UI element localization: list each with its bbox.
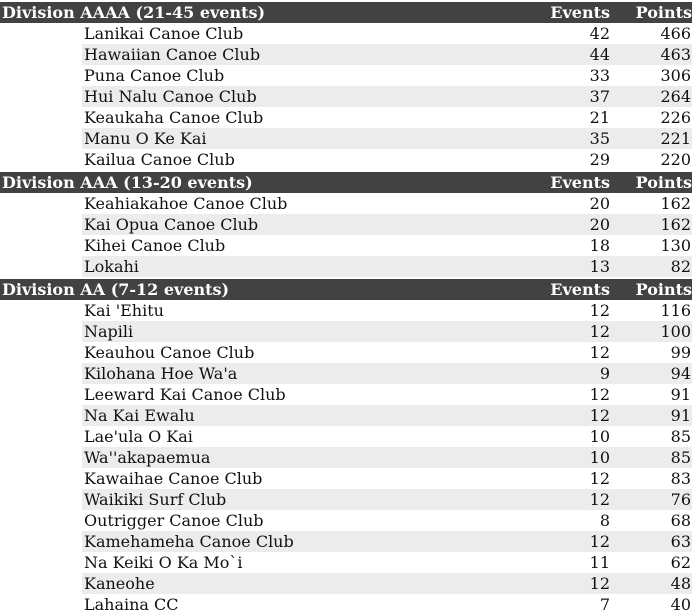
table-row xyxy=(0,384,692,405)
events-count: 44 xyxy=(520,44,610,65)
table-row xyxy=(0,214,692,235)
row-indent xyxy=(0,23,82,44)
points-column-header: Points xyxy=(610,278,692,300)
row-indent xyxy=(0,65,82,86)
row-indent xyxy=(0,384,82,405)
club-name: Lanikai Canoe Club xyxy=(84,24,244,43)
row-indent xyxy=(0,489,82,510)
row-indent xyxy=(0,468,82,489)
division-title: Division AAAA (21-45 events) xyxy=(0,1,520,23)
points-column-header: Points xyxy=(610,171,692,193)
club-name: Hawaiian Canoe Club xyxy=(82,44,520,65)
points-total: 91 xyxy=(670,385,691,404)
events-count: 29 xyxy=(589,150,610,169)
club-name: Na Keiki O Ka Mo`i xyxy=(84,553,243,572)
events-count: 10 xyxy=(589,427,610,446)
table-row xyxy=(0,321,692,342)
club-name: Napili xyxy=(82,321,520,342)
division-header xyxy=(0,171,692,193)
club-name: Manu O Ke Kai xyxy=(82,128,520,149)
events-column-header: Events xyxy=(520,171,610,193)
club-name: Lae'ula O Kai xyxy=(84,427,193,446)
club-name: Kilohana Hoe Wa'a xyxy=(82,363,520,384)
table-row xyxy=(0,510,692,531)
points-total: 221 xyxy=(610,128,692,149)
table-row xyxy=(0,426,692,447)
club-name: Kai 'Ehitu xyxy=(84,301,164,320)
events-count: 18 xyxy=(589,236,610,255)
events-count: 35 xyxy=(520,128,610,149)
events-count: 20 xyxy=(520,214,610,235)
row-indent xyxy=(0,510,82,531)
events-count: 7 xyxy=(599,595,610,614)
points-total: 83 xyxy=(670,469,691,488)
row-indent xyxy=(0,342,82,363)
events-count: 12 xyxy=(520,531,610,552)
table-row xyxy=(0,363,692,384)
row-indent xyxy=(0,193,82,214)
club-name: Kaneohe xyxy=(82,573,520,594)
table-row xyxy=(0,468,692,489)
division-title: Division AAA (13-20 events) xyxy=(0,171,520,193)
club-name: Wa''akapaemua xyxy=(82,447,520,468)
club-name: Kai Opua Canoe Club xyxy=(82,214,520,235)
row-indent xyxy=(0,300,82,321)
events-count: 10 xyxy=(520,447,610,468)
table-row xyxy=(0,552,692,573)
row-indent xyxy=(0,363,82,384)
row-indent xyxy=(0,426,82,447)
row-indent xyxy=(0,321,82,342)
events-count: 33 xyxy=(589,66,610,85)
table-row xyxy=(0,447,692,468)
table-row xyxy=(0,594,692,615)
points-total: 264 xyxy=(610,86,692,107)
club-name: Na Kai Ewalu xyxy=(82,405,520,426)
events-count: 11 xyxy=(589,553,610,572)
row-indent xyxy=(0,86,82,107)
points-total: 82 xyxy=(610,256,692,278)
row-indent xyxy=(0,531,82,552)
table-row xyxy=(0,128,692,149)
row-indent xyxy=(0,256,82,278)
club-name: Lahaina CC xyxy=(84,595,179,614)
row-indent xyxy=(0,594,82,615)
row-indent xyxy=(0,405,82,426)
division-title: Division AA (7-12 events) xyxy=(0,278,520,300)
points-total: 85 xyxy=(670,427,691,446)
points-total: 220 xyxy=(660,150,691,169)
table-row xyxy=(0,65,692,86)
row-indent xyxy=(0,447,82,468)
points-total: 76 xyxy=(610,489,692,510)
row-indent xyxy=(0,128,82,149)
table-row xyxy=(0,235,692,256)
table-row xyxy=(0,23,692,44)
points-total: 466 xyxy=(660,24,691,43)
club-name: Leeward Kai Canoe Club xyxy=(84,385,286,404)
points-total: 40 xyxy=(670,595,691,614)
table-row xyxy=(0,256,692,278)
table-row xyxy=(0,405,692,426)
club-name: Keahiakahoe Canoe Club xyxy=(84,194,288,213)
points-total: 130 xyxy=(660,236,691,255)
points-total: 99 xyxy=(670,343,691,362)
points-total: 116 xyxy=(660,301,691,320)
row-indent xyxy=(0,573,82,594)
events-count: 12 xyxy=(520,573,610,594)
table-row xyxy=(0,573,692,594)
club-name: Kihei Canoe Club xyxy=(84,236,226,255)
table-row xyxy=(0,86,692,107)
row-indent xyxy=(0,44,82,65)
table-row xyxy=(0,489,692,510)
standings-body xyxy=(0,1,692,615)
points-total: 48 xyxy=(610,573,692,594)
events-count: 12 xyxy=(520,405,610,426)
club-name: Lokahi xyxy=(82,256,520,278)
points-total: 306 xyxy=(660,66,691,85)
events-count: 42 xyxy=(589,24,610,43)
club-name: Kamehameha Canoe Club xyxy=(82,531,520,552)
table-row xyxy=(0,149,692,171)
row-indent xyxy=(0,552,82,573)
events-count: 12 xyxy=(589,301,610,320)
points-total: 62 xyxy=(670,553,691,572)
club-name: Hui Nalu Canoe Club xyxy=(82,86,520,107)
points-total: 68 xyxy=(670,511,691,530)
table-row xyxy=(0,300,692,321)
row-indent xyxy=(0,235,82,256)
points-total: 100 xyxy=(610,321,692,342)
division-header xyxy=(0,278,692,300)
events-count: 12 xyxy=(589,469,610,488)
division-header xyxy=(0,1,692,23)
events-count: 20 xyxy=(589,194,610,213)
club-name: Waikiki Surf Club xyxy=(82,489,520,510)
events-count: 37 xyxy=(520,86,610,107)
table-row xyxy=(0,193,692,214)
row-indent xyxy=(0,149,82,171)
row-indent xyxy=(0,214,82,235)
points-total: 94 xyxy=(610,363,692,384)
events-column-header: Events xyxy=(520,1,610,23)
table-row xyxy=(0,107,692,128)
table-row xyxy=(0,44,692,65)
events-count: 8 xyxy=(599,511,610,530)
points-total: 463 xyxy=(610,44,692,65)
events-count: 12 xyxy=(589,385,610,404)
events-count: 12 xyxy=(520,489,610,510)
club-name: Keaukaha Canoe Club xyxy=(84,108,264,127)
points-total: 162 xyxy=(610,214,692,235)
events-count: 12 xyxy=(589,343,610,362)
club-name: Kailua Canoe Club xyxy=(84,150,235,169)
club-name: Keauhou Canoe Club xyxy=(84,343,255,362)
events-count: 9 xyxy=(520,363,610,384)
points-total: 63 xyxy=(610,531,692,552)
points-total: 162 xyxy=(660,194,691,213)
events-count: 12 xyxy=(520,321,610,342)
table-row xyxy=(0,342,692,363)
table-row xyxy=(0,531,692,552)
events-column-header: Events xyxy=(520,278,610,300)
points-total: 91 xyxy=(610,405,692,426)
events-count: 21 xyxy=(589,108,610,127)
points-total: 226 xyxy=(660,108,691,127)
club-name: Kawaihae Canoe Club xyxy=(84,469,263,488)
events-count: 13 xyxy=(520,256,610,278)
points-column-header: Points xyxy=(610,1,692,23)
points-total: 85 xyxy=(610,447,692,468)
club-name: Outrigger Canoe Club xyxy=(84,511,264,530)
row-indent xyxy=(0,107,82,128)
club-name: Puna Canoe Club xyxy=(84,66,225,85)
